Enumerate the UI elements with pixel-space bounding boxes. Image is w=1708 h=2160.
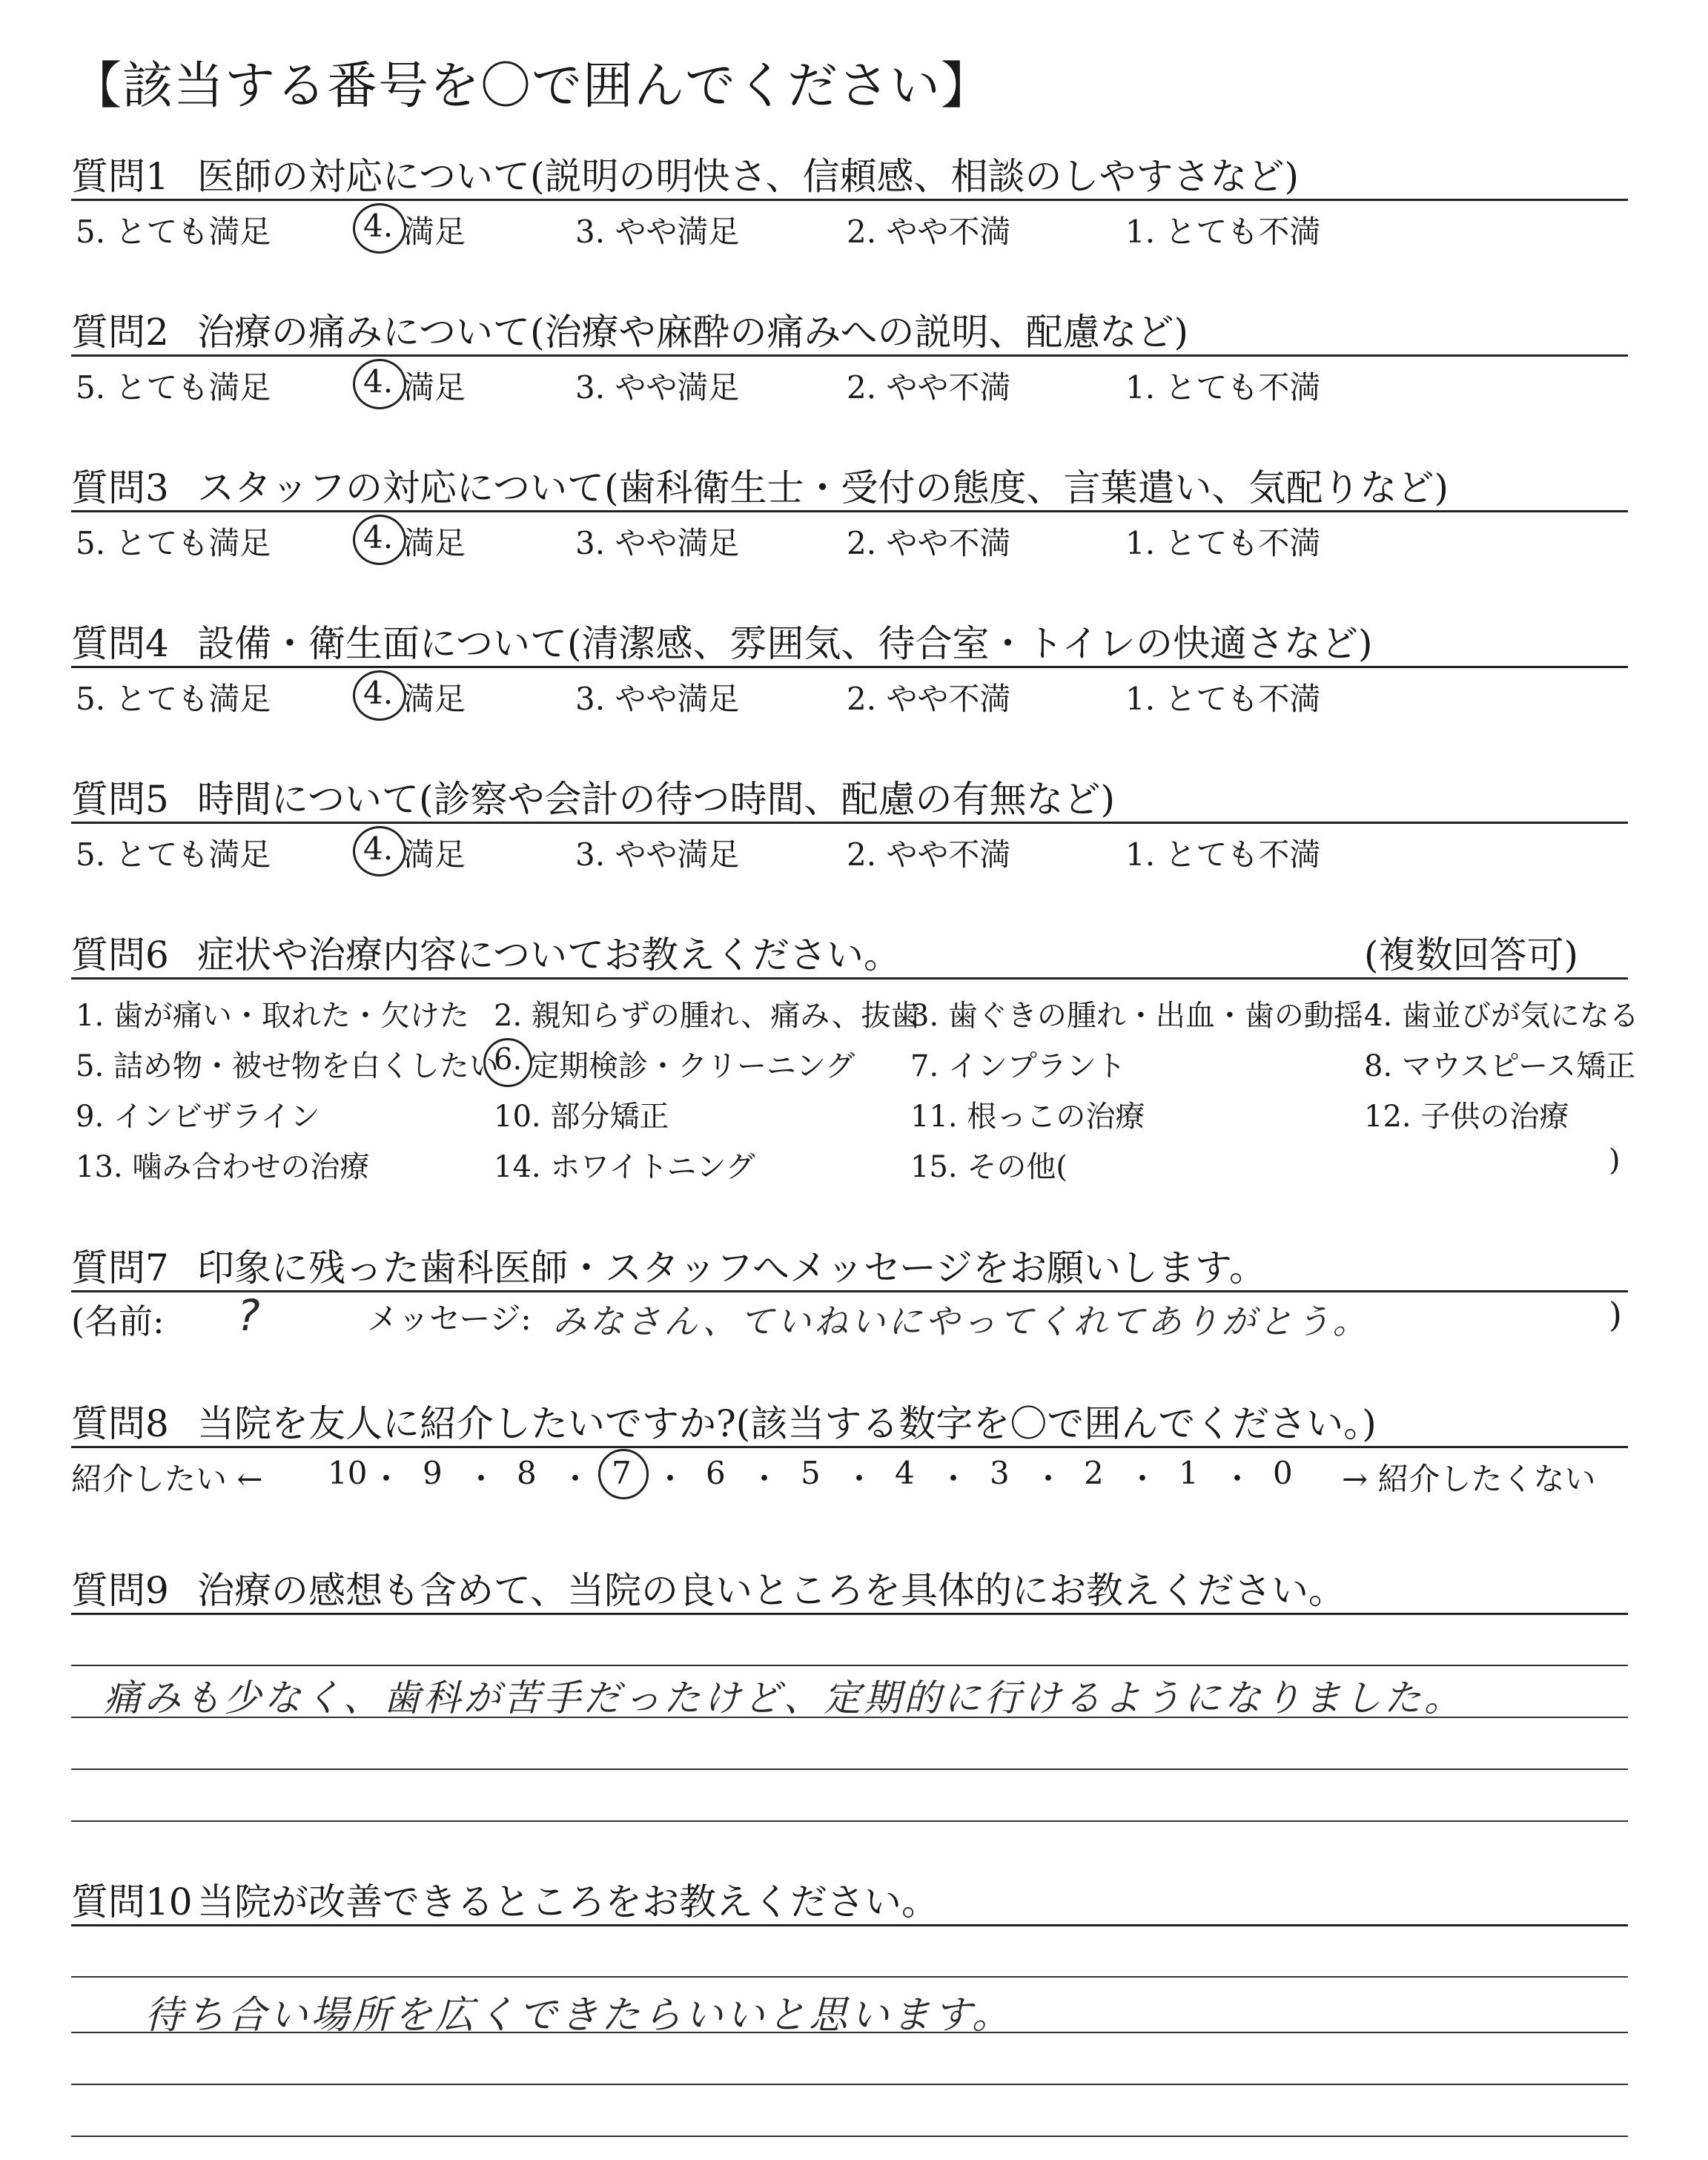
q8-left-label: 紹介したい ←	[71, 1461, 263, 1497]
q1-text: 医師の対応について(説明の明快さ、信頼感、相談のしやすさなど)	[197, 155, 1300, 198]
q6-option-9[interactable]: 9. インビザライン	[76, 1100, 320, 1134]
q6-option-14[interactable]: 14. ホワイトニング	[494, 1150, 755, 1184]
selection-circle	[598, 1449, 649, 1499]
rating-option-2[interactable]: 2. やや不満	[847, 369, 1011, 406]
q6-option-8[interactable]: 8. マウスピース矯正	[1364, 1049, 1636, 1083]
q5-title	[71, 770, 1115, 823]
q9-line	[71, 1717, 1628, 1718]
q7-rule	[71, 1290, 1628, 1292]
q2-title	[71, 303, 1188, 356]
q6-option-1[interactable]: 1. 歯が痛い・取れた・欠けた	[76, 999, 469, 1033]
q7-name-label: (名前:	[71, 1301, 165, 1341]
q10-line	[71, 1976, 1628, 1978]
q6-option-12[interactable]: 12. 子供の治療	[1364, 1100, 1569, 1134]
rating-option-2[interactable]: 2. やや不満	[847, 681, 1011, 717]
rating-option-3[interactable]: 3. やや満足	[575, 525, 740, 561]
rating-option-1[interactable]: 1. とても不満	[1125, 525, 1321, 561]
rating-option-3[interactable]: 3. やや満足	[575, 681, 740, 717]
scale-dot: ・	[371, 1461, 403, 1497]
q2-number: 質問2	[71, 311, 169, 354]
q9-rule	[71, 1613, 1628, 1615]
rating-option-4[interactable]: 4.	[363, 830, 394, 867]
q8-scale-9[interactable]: 9	[423, 1455, 443, 1491]
q6-option-3[interactable]: 3. 歯ぐきの腫れ・出血・歯の動揺	[910, 999, 1363, 1033]
rating-option-3[interactable]: 3. やや満足	[575, 836, 740, 873]
q7-name-value[interactable]: ?	[237, 1290, 263, 1341]
q1-title	[71, 147, 1299, 200]
q9-answer[interactable]: 痛みも少なく、歯科が苦手だったけど、定期的に行けるようになりました。	[104, 1677, 1464, 1720]
rating-option-4[interactable]: 4.	[363, 208, 394, 244]
q8-scale-8[interactable]: 8	[517, 1455, 537, 1491]
q6-option-7[interactable]: 7. インプラント	[910, 1049, 1126, 1083]
selection-circle	[353, 826, 406, 876]
q9-number: 質問9	[71, 1569, 169, 1612]
rating-option-2[interactable]: 2. やや不満	[847, 836, 1011, 873]
q3-text: スタッフの対応について(歯科衛生士・受付の態度、言葉遣い、気配りなど)	[197, 466, 1449, 509]
q4-number: 質問4	[71, 622, 169, 665]
q6-option-6[interactable]: 6.	[494, 1043, 523, 1077]
q3-title	[71, 458, 1449, 512]
q9-text: 治療の感想も含めて、当院の良いところを具体的にお教えください。	[197, 1569, 1345, 1612]
q10-line	[71, 2136, 1628, 2137]
q9-line	[71, 1820, 1628, 1822]
rating-option-5[interactable]: 5. とても満足	[76, 681, 271, 717]
q9-title	[71, 1561, 1345, 1614]
rating-option-4-label: 満足	[403, 836, 466, 873]
q6-option-11[interactable]: 11. 根っこの治療	[910, 1100, 1145, 1134]
q8-text: 当院を友人に紹介したいですか?(該当する数字を〇で囲んでください。)	[197, 1402, 1377, 1445]
rating-option-5[interactable]: 5. とても満足	[76, 525, 271, 561]
q8-rule	[71, 1446, 1628, 1448]
scale-dot: ・	[1033, 1461, 1065, 1497]
selection-circle	[483, 1038, 532, 1087]
q6-option-2[interactable]: 2. 親知らずの腫れ、痛み、抜歯	[494, 999, 921, 1033]
q8-title	[71, 1394, 1377, 1447]
q6-option-13[interactable]: 13. 噛み合わせの治療	[76, 1150, 370, 1184]
rating-option-3[interactable]: 3. やや満足	[575, 369, 740, 406]
q7-close-paren: )	[1609, 1295, 1622, 1335]
q5-rule	[71, 822, 1628, 824]
rating-option-5[interactable]: 5. とても満足	[76, 214, 271, 250]
scale-dot: ・	[560, 1461, 592, 1497]
q7-text: 印象に残った歯科医師・スタッフへメッセージをお願いします。	[197, 1246, 1266, 1289]
q8-scale-10[interactable]: 10	[328, 1455, 368, 1491]
rating-option-4-label: 満足	[403, 525, 466, 561]
rating-option-4-label: 満足	[403, 214, 466, 250]
q1-number: 質問1	[71, 155, 169, 198]
scale-dot: ・	[938, 1461, 970, 1497]
q8-right-label: → 紹介したくない	[1342, 1461, 1596, 1497]
rating-option-4[interactable]: 4.	[363, 519, 394, 555]
rating-option-4-label: 満足	[403, 681, 466, 717]
rating-option-5[interactable]: 5. とても満足	[76, 369, 271, 406]
q10-line	[71, 2032, 1628, 2033]
q6-title	[71, 925, 901, 979]
selection-circle	[353, 515, 406, 565]
q10-number: 質問10	[71, 1880, 193, 1923]
q9-line	[71, 1665, 1628, 1666]
scale-dot: ・	[844, 1461, 875, 1497]
q8-scale-0[interactable]: 0	[1273, 1455, 1293, 1491]
q7-message-label: メッセージ:	[367, 1301, 532, 1337]
scale-dot: ・	[1222, 1461, 1254, 1497]
q4-text: 設備・衛生面について(清潔感、雰囲気、待合室・トイレの快適さなど)	[197, 622, 1373, 665]
q3-rule	[71, 510, 1628, 512]
q10-answer[interactable]: 待ち合い場所を広くできたらいいと思います。	[145, 1993, 1013, 2038]
q10-rule	[71, 1924, 1628, 1926]
q4-title	[71, 614, 1373, 667]
q6-option-10[interactable]: 10. 部分矯正	[494, 1100, 669, 1134]
q5-text: 時間について(診察や会計の待つ時間、配慮の有無など)	[197, 778, 1116, 821]
q6-option-6-label: 定期検診・クリーニング	[529, 1049, 855, 1083]
rating-option-2[interactable]: 2. やや不満	[847, 525, 1011, 561]
q7-number: 質問7	[71, 1246, 169, 1289]
q3-number: 質問3	[71, 466, 169, 509]
rating-option-1[interactable]: 1. とても不満	[1125, 836, 1321, 873]
q1-rule	[71, 199, 1628, 201]
selection-circle	[353, 203, 406, 254]
rating-option-2[interactable]: 2. やや不満	[847, 214, 1011, 250]
q2-rule	[71, 354, 1628, 357]
q6-option-5[interactable]: 5. 詰め物・被せ物を白くしたい	[76, 1049, 499, 1083]
rating-option-1[interactable]: 1. とても不満	[1125, 681, 1321, 717]
q8-scale-5[interactable]: 5	[801, 1455, 821, 1491]
q4-rule	[71, 666, 1628, 668]
q6-option-15[interactable]: 15. その他(	[910, 1150, 1068, 1184]
rating-option-5[interactable]: 5. とても満足	[76, 836, 271, 873]
q8-number: 質問8	[71, 1402, 169, 1445]
q8-scale-6[interactable]: 6	[706, 1455, 726, 1491]
rating-option-4[interactable]: 4.	[363, 675, 394, 711]
scale-dot: ・	[655, 1461, 686, 1497]
q6-option-16[interactable]: )	[1609, 1143, 1621, 1178]
scale-dot: ・	[749, 1461, 781, 1497]
q8-scale-7[interactable]: 7	[612, 1455, 632, 1491]
q9-line	[71, 1768, 1628, 1770]
q10-title	[71, 1872, 939, 1926]
rating-option-1[interactable]: 1. とても不満	[1125, 214, 1321, 250]
rating-option-1[interactable]: 1. とても不満	[1125, 369, 1321, 406]
selection-circle	[353, 359, 406, 409]
q7-message-value[interactable]: みなさん、ていねいにやってくれてありがとう。	[552, 1301, 1370, 1341]
q6-number: 質問6	[71, 934, 169, 977]
q10-text: 当院が改善できるところをお教えください。	[197, 1880, 939, 1923]
rating-option-4-label: 満足	[403, 369, 466, 406]
scale-dot: ・	[466, 1461, 497, 1497]
selection-circle	[353, 670, 406, 721]
q10-line	[71, 2084, 1628, 2085]
q8-scale-2[interactable]: 2	[1084, 1455, 1104, 1491]
q5-number: 質問5	[71, 778, 169, 821]
q7-title	[71, 1238, 1266, 1292]
q2-text: 治療の痛みについて(治療や麻酔の痛みへの説明、配慮など)	[197, 311, 1189, 354]
q6-rule	[71, 977, 1628, 980]
q6-note: (複数回答可)	[1364, 934, 1579, 977]
q8-scale-3[interactable]: 3	[990, 1455, 1010, 1491]
rating-option-3[interactable]: 3. やや満足	[575, 214, 740, 250]
form-header: 【該当する番号を〇で囲んでください】	[71, 57, 993, 116]
q8-scale-1[interactable]: 1	[1179, 1455, 1199, 1491]
q6-text: 症状や治療内容についてお教えください。	[197, 934, 901, 977]
scale-dot: ・	[1127, 1461, 1159, 1497]
q6-option-4[interactable]: 4. 歯並びが気になる	[1364, 999, 1639, 1033]
rating-option-4[interactable]: 4.	[363, 363, 394, 400]
q8-scale-4[interactable]: 4	[895, 1455, 915, 1491]
